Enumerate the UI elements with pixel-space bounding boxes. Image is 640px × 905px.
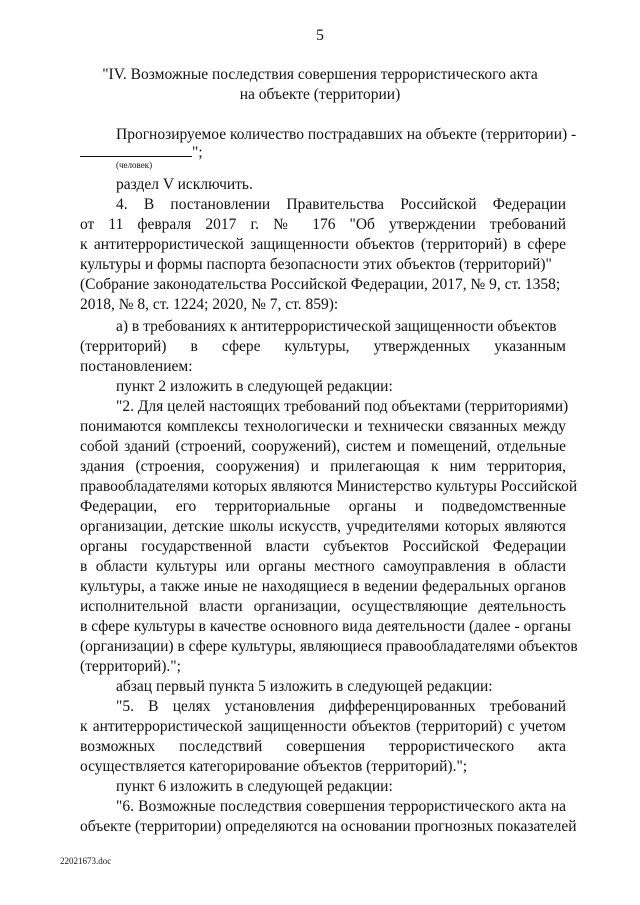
body-line: (Собрание законодательства Российской Федерации, 2017, № 9, ст. 1358; [80, 276, 561, 293]
body-line: понимаются комплексы технологически и технически связанных между [80, 418, 566, 435]
section-heading-line-2: на объекте (территории) [239, 86, 401, 103]
body-line: к антитеррористической защищенности объектов (территорий) с учетом [80, 718, 566, 735]
body-line: "5. В целях установления дифференцированных требований [116, 698, 566, 715]
body-line: "6. Возможные последствия совершения террористического акта на [116, 798, 566, 815]
body-line: 4. В постановлении Правительства Российской Федерации [116, 196, 566, 213]
body-line: "2. Для целей настоящих требований под объектами (территориями) [116, 398, 569, 415]
body-line: осуществляется категорирование объектов (территорий)."; [80, 758, 468, 775]
body-line: от 11 февраля 2017 г. № 176 "Об утверждении требований [80, 216, 566, 233]
body-line: собой зданий (строений, сооружений), систем и помещений, отдельные [80, 438, 566, 455]
body-line: организации, детские школы искусств, учредителями которых являются [80, 518, 566, 535]
body-line: в области культуры или органы местного самоуправления в области [80, 558, 566, 575]
body-line: возможных последствий совершения террористического акта [80, 738, 566, 755]
unit-caption: (человек) [116, 160, 153, 170]
body-line: а) в требованиях к антитеррористической защищенности объектов [116, 318, 557, 335]
body-line: к антитеррористической защищенности объектов (территорий) в сфере [80, 236, 566, 253]
page-number: 5 [316, 27, 324, 44]
body-line: Федерации, его территориальные органы и подведомственные [80, 498, 566, 515]
blank-underline [80, 142, 192, 157]
section-heading-line-1: "IV. Возможные последствия совершения террористического акта [102, 66, 538, 83]
body-line: в сфере культуры в качестве основного вида деятельности (далее - органы [80, 618, 571, 635]
body-line: 2018, № 8, ст. 1224; 2020, № 7, ст. 859): [80, 296, 339, 313]
body-line: культуры, а также иные не находящиеся в ведении федеральных органов [80, 578, 566, 595]
body-line: пункт 6 изложить в следующей редакции: [116, 778, 393, 795]
body-line: культуры и формы паспорта безопасности этих объектов (территорий)" [80, 256, 552, 273]
body-line: объекте (территории) определяются на основании прогнозных показателей [80, 818, 577, 835]
body-line: исполнительной власти организации, осуществляющие деятельность [80, 598, 566, 615]
body-line: правообладателями которых являются Министерство культуры Российской [80, 478, 578, 495]
body-line: здания (строения, сооружения) и прилегающая к ним территория, [80, 458, 566, 475]
forecast-blank-line [80, 142, 566, 164]
body-line: постановлением: [80, 358, 193, 375]
body-line: (территорий)."; [80, 658, 181, 675]
exclude-section-text: раздел V исключить. [116, 176, 253, 193]
body-line: (территорий) в сфере культуры, утвержденных указанным [80, 338, 566, 355]
footer-filename: 22021673.doc [60, 856, 112, 866]
body-line: абзац первый пункта 5 изложить в следующей редакции: [116, 678, 493, 695]
body-line: (организации) в сфере культуры, являющиеся правообладателями объектов [80, 638, 578, 655]
forecast-text: Прогнозируемое количество пострадавших на объекте (территории) - [116, 126, 577, 143]
body-line: органы государственной власти субъектов Российской Федерации [80, 538, 566, 555]
forecast-tail: "; [192, 144, 203, 161]
body-line: пункт 2 изложить в следующей редакции: [116, 378, 393, 395]
